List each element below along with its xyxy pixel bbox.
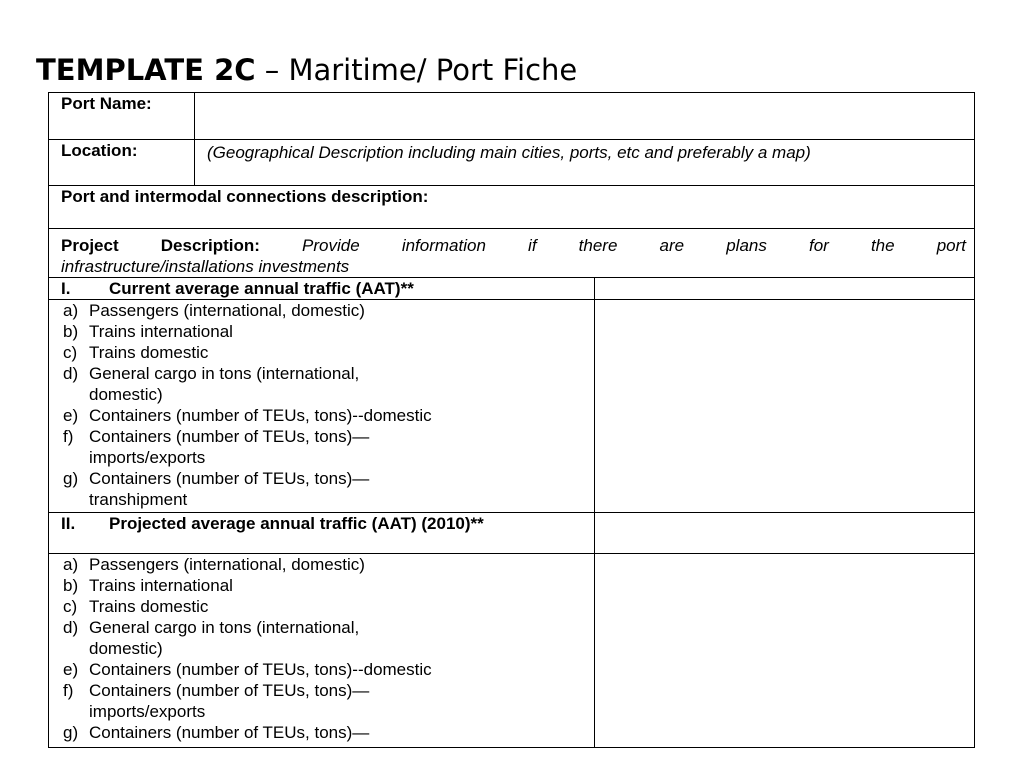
section1-item: [49, 300, 594, 321]
item-marker: c): [63, 343, 78, 362]
project-hint-2: infrastructure/installations investments: [61, 257, 350, 276]
section2-heading: Projected average annual traffic (AAT) (2010)**: [109, 514, 484, 533]
section2-list-row: [49, 554, 975, 748]
item-text: Containers (number of TEUs, tons)--domestic: [89, 406, 432, 425]
port-fiche-form: [48, 92, 975, 748]
item-text: Trains international: [89, 576, 233, 595]
project-row: [49, 229, 975, 278]
project-label: Project Description:: [61, 236, 260, 255]
project-field[interactable]: [49, 229, 975, 278]
item-text: Trains international: [89, 322, 233, 341]
item-marker: a): [63, 301, 79, 320]
section1-heading: Current average annual traffic (AAT)**: [109, 279, 414, 298]
item-text: Trains domestic: [89, 597, 209, 616]
project-hint-1: Provide information if there are plans for the port: [259, 236, 966, 255]
section2-item: [49, 554, 594, 575]
section2-number: II.: [61, 514, 76, 533]
item-text: Containers (number of TEUs, tons)—imports/exports: [89, 427, 370, 467]
location-row: [49, 140, 975, 186]
section2-item: [49, 680, 594, 722]
section2-header: [49, 513, 595, 554]
section2-header-row: [49, 513, 975, 554]
section1-item: [49, 426, 594, 468]
location-label: Location:: [49, 140, 195, 186]
item-marker: c): [63, 597, 78, 616]
item-text: Passengers (international, domestic): [89, 301, 365, 320]
section1-list-row: [49, 300, 975, 513]
item-marker: f): [63, 427, 74, 446]
item-text: Containers (number of TEUs, tons)--domestic: [89, 660, 432, 679]
connections-label: Port and intermodal connections description:: [61, 187, 429, 206]
port-name-field[interactable]: [195, 93, 975, 140]
item-marker: g): [63, 723, 79, 742]
section1-header-row: [49, 278, 975, 300]
section1-list: [49, 300, 594, 510]
item-text: Passengers (international, domestic): [89, 555, 365, 574]
item-text: General cargo in tons (international, domestic): [89, 618, 360, 658]
section1-item: [49, 342, 594, 363]
connections-field[interactable]: [49, 186, 975, 229]
section1-item: [49, 321, 594, 342]
item-text: General cargo in tons (international, domestic): [89, 364, 360, 404]
item-marker: d): [63, 618, 79, 637]
section1-header: [49, 278, 595, 300]
section1-item: [49, 468, 594, 510]
item-marker: f): [63, 681, 74, 700]
item-marker: a): [63, 555, 79, 574]
item-marker: e): [63, 406, 79, 425]
section2-item: [49, 617, 594, 659]
item-text: Containers (number of TEUs, tons)—: [89, 723, 370, 742]
location-field[interactable]: [195, 140, 975, 186]
section2-item: [49, 722, 594, 743]
item-text: Containers (number of TEUs, tons)—transhipment: [89, 469, 370, 509]
item-marker: e): [63, 660, 79, 679]
section2-list-cell: [49, 554, 595, 748]
section1-header-value[interactable]: [595, 278, 975, 300]
slide-title-rest: – Maritime/ Port Fiche: [255, 53, 578, 87]
section2-item: [49, 596, 594, 617]
section2-values[interactable]: [595, 554, 975, 748]
section2-item: [49, 659, 594, 680]
section1-values[interactable]: [595, 300, 975, 513]
location-hint: (Geographical Description including main cities, ports, etc and preferably a map): [207, 143, 811, 162]
section1-item: [49, 363, 594, 405]
slide-title: [36, 50, 577, 90]
section1-item: [49, 405, 594, 426]
section1-list-cell: [49, 300, 595, 513]
item-text: Containers (number of TEUs, tons)—imports/exports: [89, 681, 370, 721]
section2-list: [49, 554, 594, 743]
project-line-1: [61, 235, 966, 256]
connections-row: [49, 186, 975, 229]
item-marker: b): [63, 576, 79, 595]
item-marker: g): [63, 469, 79, 488]
item-marker: d): [63, 364, 79, 383]
section2-item: [49, 575, 594, 596]
item-marker: b): [63, 322, 79, 341]
port-name-row: [49, 93, 975, 140]
item-text: Trains domestic: [89, 343, 209, 362]
section2-header-value[interactable]: [595, 513, 975, 554]
port-name-label: Port Name:: [49, 93, 195, 140]
slide-title-bold: TEMPLATE 2C: [36, 53, 256, 87]
section1-number: I.: [61, 279, 71, 298]
